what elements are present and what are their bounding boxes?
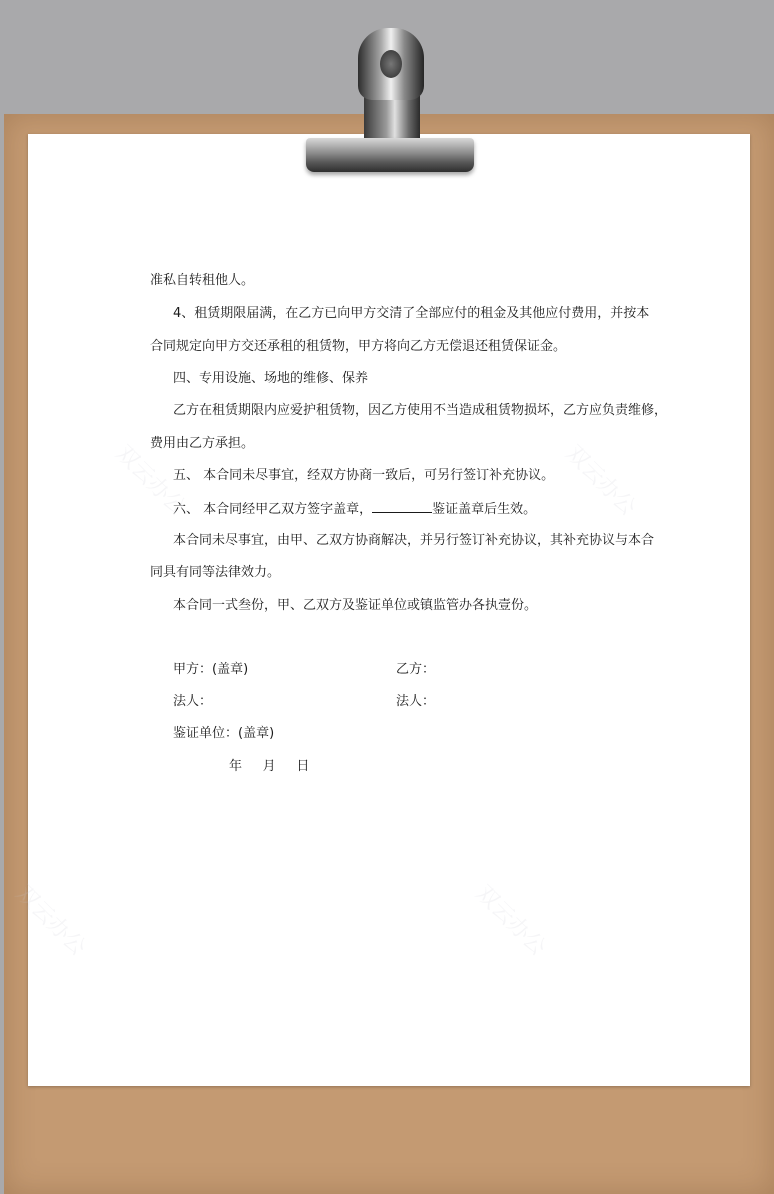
paragraph-line: 同具有同等法律效力。 (150, 565, 281, 580)
section-heading: 四、专用设施、场地的维修、保养 (173, 371, 369, 386)
date-label: 年 月 日 (229, 759, 310, 774)
clip-bar (306, 138, 474, 172)
watermark: 双云办公 (110, 440, 191, 521)
effect-clause-after: 鉴证盖章后生效。 (432, 502, 537, 517)
watermark: 双云办公 (10, 880, 91, 961)
watermark: 双云办公 (560, 440, 641, 521)
paragraph-line: 合同规定向甲方交还承租的租赁物，甲方将向乙方无偿退还租赁保证金。 (150, 339, 567, 354)
clip-hole (380, 50, 402, 78)
effect-clause-before: 六、 本合同经甲乙双方签字盖章， (173, 502, 373, 517)
blank-line (372, 500, 432, 513)
party-b-label: 乙方： (396, 662, 436, 677)
party-a-label: 甲方：(盖章) (173, 662, 249, 677)
paragraph-line: 费用由乙方承担。 (150, 436, 255, 451)
paragraph-line: 本合同未尽事宜，由甲、乙双方协商解决，并另行签订补充协议，其补充协议与本合 (173, 533, 655, 548)
legal-b-label: 法人： (396, 694, 436, 709)
effect-clause (173, 500, 536, 518)
legal-a-label: 法人： (173, 694, 213, 709)
paragraph-line: 4、租赁期限届满，在乙方已向甲方交清了全部应付的租金及其他应付费用，并按本 (173, 306, 650, 321)
paragraph-line: 乙方在租赁期限内应爱护租赁物，因乙方使用不当造成租赁物损坏，乙方应负责维修， (173, 403, 668, 418)
watermark: 双云办公 (470, 880, 551, 961)
paragraph-line: 本合同一式叁份，甲、乙双方及鉴证单位或镇监管办各执壹份。 (173, 598, 538, 613)
certifier-label: 鉴证单位：(盖章) (173, 726, 275, 741)
paragraph-line: 准私自转租他人。 (150, 273, 255, 288)
paragraph-line: 五、 本合同未尽事宜，经双方协商一致后，可另行签订补充协议。 (173, 468, 555, 483)
